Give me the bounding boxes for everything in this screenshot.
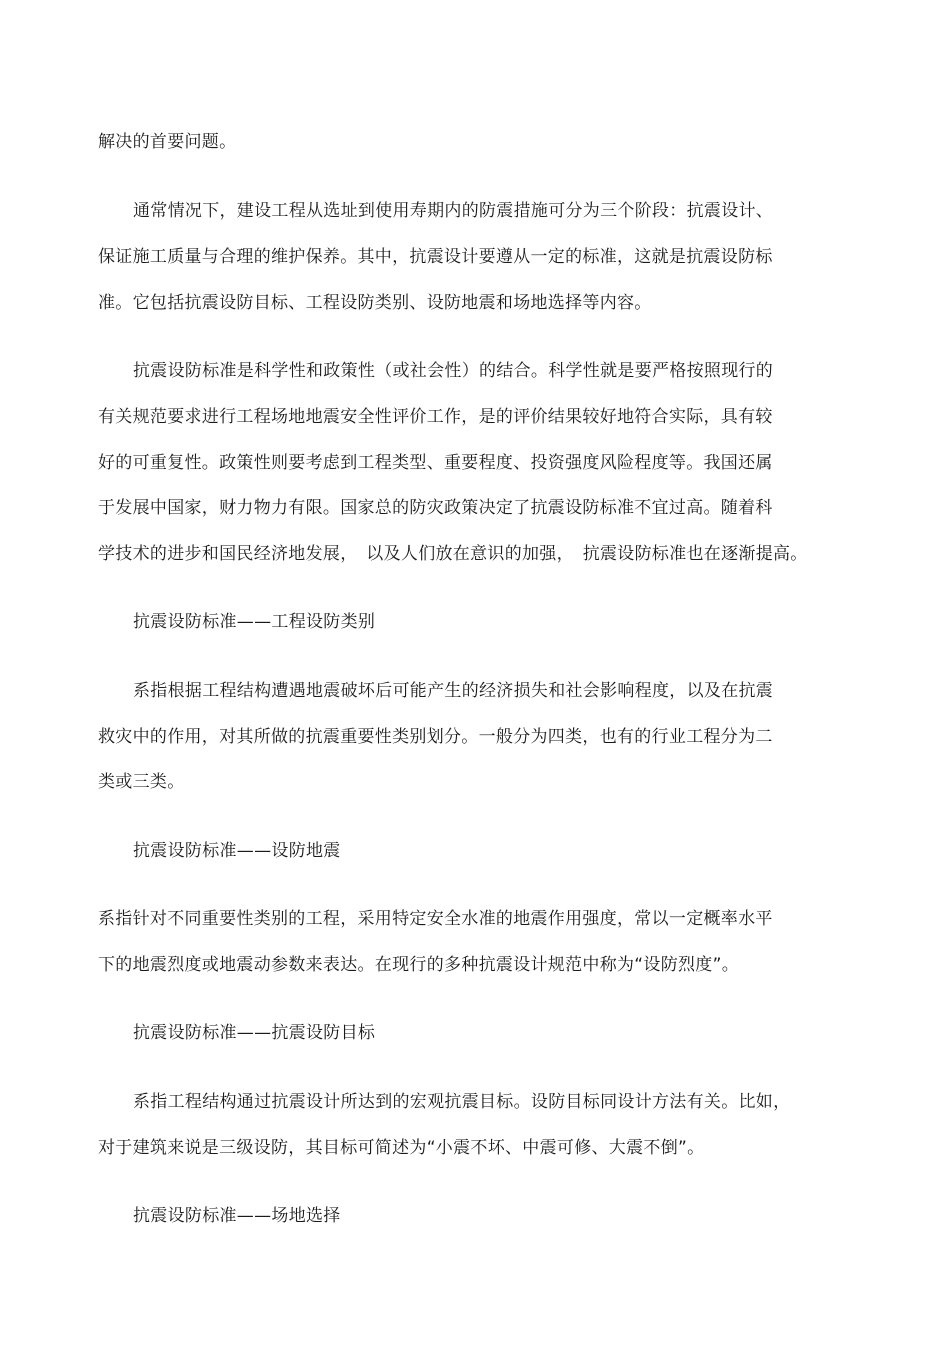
text-line-1: 解决的首要问题。 <box>98 132 237 152</box>
text-line-2: 通常情况下，建设工程从选址到使用寿期内的防震措施可分为三个阶段：抗震设计、 <box>133 201 774 221</box>
section-heading-2: 抗震设防标准——设防地震 <box>133 841 341 861</box>
text-line-7: 好的可重复性。政策性则要考虑到工程类型、重要程度、投资强度风险程度等。我国还属 <box>98 453 773 473</box>
text-line-16: 对于建筑来说是三级设防，其目标可简述为“小震不坏、中震可修、大震不倒”。 <box>98 1138 705 1158</box>
text-line-12: 类或三类。 <box>98 772 185 792</box>
text-line-9: 学技术的进步和国民经济地发展， 以及人们放在意识的加强， 抗震设防标准也在逐渐提高。 <box>98 544 808 564</box>
text-line-4: 准。它包括抗震设防目标、工程设防类别、设防地震和场地选择等内容。 <box>98 293 652 313</box>
text-line-5: 抗震设防标准是科学性和政策性（或社会性）的结合。科学性就是要严格按照现行的 <box>133 361 774 381</box>
text-line-14: 下的地震烈度或地震动参数来表达。在现行的多种抗震设计规范中称为“设防烈度”。 <box>98 955 740 975</box>
section-heading-3: 抗震设防标准——抗震设防目标 <box>133 1023 376 1043</box>
text-line-15: 系指工程结构通过抗震设计所达到的宏观抗震目标。设防目标同设计方法有关。比如， <box>133 1092 791 1112</box>
text-line-8: 于发展中国家，财力物力有限。国家总的防灾政策决定了抗震设防标准不宜过高。随着科 <box>98 498 773 518</box>
text-line-13: 系指针对不同重要性类别的工程，采用特定安全水准的地震作用强度，常以一定概率水平 <box>98 909 773 929</box>
text-line-3: 保证施工质量与合理的维护保养。其中，抗震设计要遵从一定的标准，这就是抗震设防标 <box>98 247 773 267</box>
section-heading-4: 抗震设防标准——场地选择 <box>133 1206 341 1226</box>
section-heading-1: 抗震设防标准——工程设防类别 <box>133 612 376 632</box>
text-line-10: 系指根据工程结构遭遇地震破坏后可能产生的经济损失和社会影响程度，以及在抗震 <box>133 681 774 701</box>
text-line-11: 救灾中的作用，对其所做的抗震重要性类别划分。一般分为四类，也有的行业工程分为二 <box>98 727 773 747</box>
text-line-6: 有关规范要求进行工程场地地震安全性评价工作，是的评价结果较好地符合实际，具有较 <box>98 407 773 427</box>
